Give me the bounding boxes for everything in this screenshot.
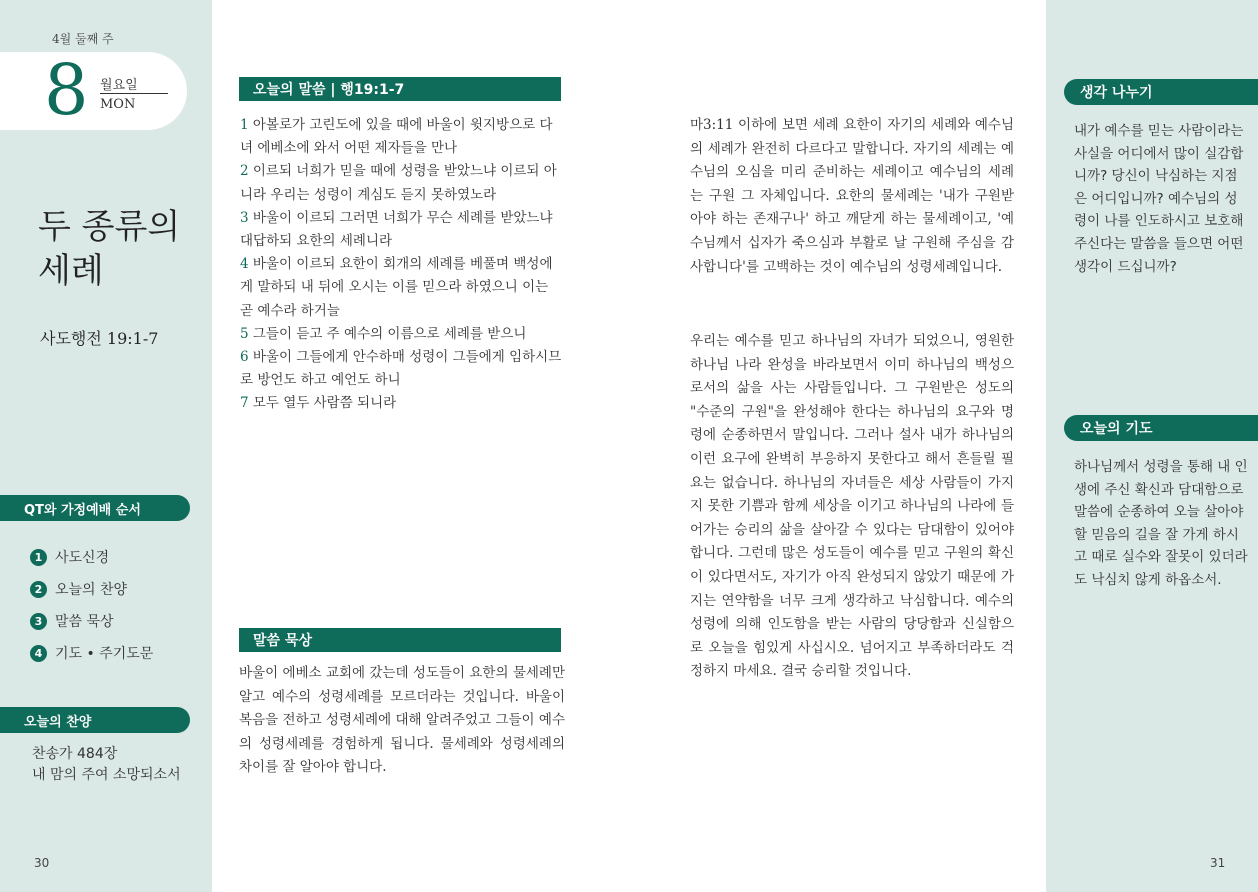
order-item-label: 기도 • 주기도문 (55, 646, 154, 662)
order-item-label: 오늘의 찬양 (55, 582, 128, 598)
page-number-right: 31 (1210, 856, 1226, 870)
meditation-paragraph-3: 우리는 예수를 믿고 하나님의 자녀가 되었으니, 영원한 하나님 나라 완성을 바라보면서 이미 하나님의 백성으로서의 삶을 사는 사람들입니다. 그 구원받은 성도의 "수준의 구원"을 완성해야 한다는 하나님의 요구와 명령에 순종하면서 말입니다. 그러나 설사 내가 하나님의 이런 요구에 완벽히 부응하지 못한다고 해서 흔들릴 필요는 없습니다. 하나님의 자녀들은 세상 사람들이 가지지 못한 기쁨과 함께 세상을 이기고 하나님의 나라에 들어가는 승리의 삶을 살아갈 수 있다는 담대함이 있어야 합니다. 그런데 많은 성도들이 예수를 믿고 구원의 확신이 있다면서도, 자기가 아직 완성되지 않았기 때문에 가지는 연약함을 너무 크게 생각하고 낙심합니다. 예수의 성령에 의해 인도함을 받는 사람의 당당함과 신실함으로 오늘을 힘있게 사십시오. 넘어지고 부족하더라도 걱정하지 마세요. 결국 승리할 것입니다. (690, 333, 1014, 680)
order-item (30, 541, 153, 573)
meditation-paragraph-2: 마3:11 이하에 보면 세례 요한이 자기의 세례와 예수님의 세례가 완전히 다르다고 말합니다. 자기의 세례는 예수님의 오심을 미리 준비하는 세례이고 예수님의 세례는 구원 그 자체입니다. 요한의 물세례는 '내가 구원받아야 하는 존재구나' 하고 깨닫게 하는 물세례이고, '예수님께서 십자가 죽으심과 부활로 날 구원해 주심을 감사합니다'를 고백하는 것이 예수님의 성령세례입니다. (690, 117, 1014, 275)
hymn-number: 찬송가 484장 (32, 746, 118, 762)
verse (240, 160, 564, 206)
number-badge-icon: 1 (30, 549, 47, 566)
verse (240, 392, 564, 415)
verse-number: 6 (240, 349, 249, 366)
verse-number: 4 (240, 256, 249, 273)
verse-number: 5 (240, 325, 249, 342)
prayer-text: 하나님께서 성령을 통해 내 인생에 주신 확신과 담대함으로 말씀에 순종하여 오늘 살아야 할 믿음의 길을 잘 가게 하시고 때로 실수와 잘못이 있더라도 낙심치 않게 하옵소서. (1074, 459, 1248, 588)
verse-text: 그들이 듣고 주 예수의 이름으로 세례를 받으니 (248, 325, 527, 342)
order-item (30, 605, 153, 637)
verse-text: 아볼로가 고린도에 있을 때에 바울이 윗지방으로 다녀 에베소에 와서 어떤 제자들을 만나 (240, 117, 553, 157)
verse-number: 7 (240, 395, 249, 412)
verse-list (240, 114, 564, 416)
verse (240, 253, 564, 323)
verse-text: 바울이 그들에게 안수하매 성령이 그들에게 임하시므로 방언도 하고 예언도 하니 (240, 349, 562, 389)
think-text: 내가 예수를 믿는 사람이라는 사실을 어디에서 많이 실감합니까? 당신이 낙심하는 지점은 어디입니까? 예수님의 성령이 나를 인도하시고 보호해주신다는 말씀을 들으면 어떤 생각이 드십니까? (1074, 123, 1244, 275)
day-number: 8 (44, 49, 89, 131)
number-badge-icon: 3 (30, 613, 47, 630)
weekday-english: MON (100, 97, 136, 112)
verse-text: 바울이 이르되 그러면 너희가 무슨 세례를 받았느냐 대답하되 요한의 세례니라 (240, 209, 553, 250)
meditation-paragraph-1: 바울이 에베소 교회에 갔는데 성도들이 요한의 물세례만 알고 예수의 성령세례를 모르더라는 것입니다. 바울이 복음을 전하고 성령세례에 대해 알려주었고 그들이 예수의 성령세례를 경험하게 됩니다. 물세례와 성령세례의 차이를 잘 알아야 합니다. (239, 665, 565, 776)
order-item (30, 573, 153, 605)
order-header: QT와 가정예배 순서 (0, 495, 190, 521)
verse-number: 3 (240, 209, 249, 226)
order-list (30, 541, 153, 669)
order-item (30, 637, 153, 669)
page-number-left: 30 (34, 856, 50, 870)
scripture-reference: 사도행전 19:1-7 (40, 329, 159, 348)
week-label: 4월 둘째 주 (52, 32, 114, 46)
order-item-label: 사도신경 (55, 550, 110, 566)
hymn-info (32, 744, 181, 786)
verse-number: 2 (240, 163, 249, 180)
verse-number: 1 (240, 117, 249, 133)
hymn-header: 오늘의 찬양 (0, 707, 190, 733)
think-header: 생각 나누기 (1064, 79, 1258, 105)
prayer-header: 오늘의 기도 (1064, 415, 1258, 441)
word-header: 오늘의 말씀 | 행19:1-7 (239, 77, 561, 101)
number-badge-icon: 4 (30, 645, 47, 662)
verse (240, 114, 564, 160)
verse (240, 207, 564, 253)
page-title (38, 205, 208, 293)
title-line-1: 두 종류의 (38, 207, 181, 247)
verse-text: 바울이 이르되 요한이 회개의 세례를 베풀며 백성에게 말하되 내 뒤에 오시는 이를 믿으라 하였으니 이는 곧 예수라 하거늘 (240, 256, 553, 319)
number-badge-icon: 2 (30, 581, 47, 598)
meditation-header: 말씀 묵상 (239, 628, 561, 652)
hymn-title: 내 맘의 주여 소망되소서 (32, 767, 181, 783)
weekday-korean: 월요일 (100, 78, 138, 93)
verse (240, 346, 564, 392)
verse-text: 모두 열두 사람쯤 되니라 (248, 395, 397, 412)
order-item-label: 말씀 묵상 (55, 614, 114, 630)
weekday-divider (100, 93, 168, 94)
verse-text: 이르되 너희가 믿을 때에 성령을 받았느냐 이르되 아니라 우리는 성령이 계심도 듣지 못하였노라 (240, 163, 557, 203)
title-line-2: 세례 (38, 251, 104, 291)
date-card (0, 49, 187, 131)
verse (240, 323, 564, 346)
